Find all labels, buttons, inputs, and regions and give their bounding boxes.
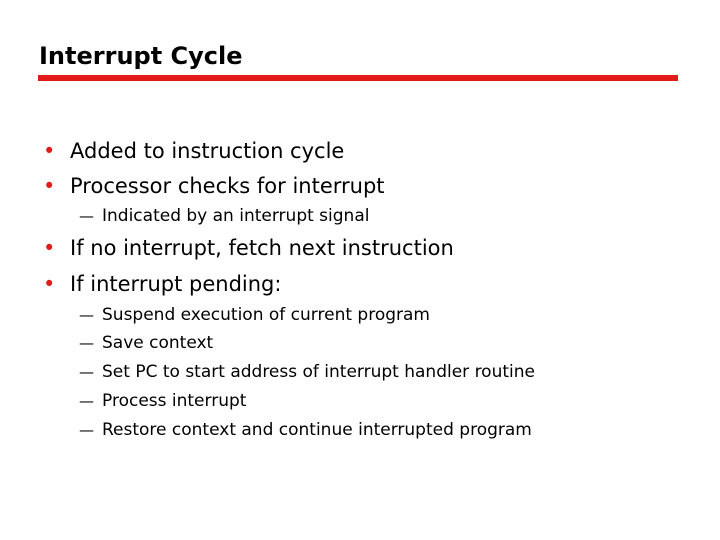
bullet-dot-icon: • bbox=[43, 139, 56, 163]
bullet-item bbox=[43, 136, 344, 166]
slide-title: Interrupt Cycle bbox=[39, 42, 243, 70]
sub-bullet-text: Restore context and continue interrupted program bbox=[102, 420, 532, 440]
dash-icon: — bbox=[79, 334, 94, 352]
bullet-item bbox=[43, 269, 281, 299]
sub-bullet-text: Process interrupt bbox=[102, 391, 247, 411]
bullet-text: If no interrupt, fetch next instruction bbox=[70, 236, 454, 260]
dash-icon: — bbox=[79, 207, 94, 225]
dash-icon: — bbox=[79, 421, 94, 439]
bullet-dot-icon: • bbox=[43, 174, 56, 198]
sub-bullet-item bbox=[79, 418, 532, 442]
sub-bullet-text: Suspend execution of current program bbox=[102, 305, 430, 325]
sub-bullet-item bbox=[79, 331, 213, 355]
sub-bullet-item bbox=[79, 389, 246, 413]
dash-icon: — bbox=[79, 306, 94, 324]
sub-bullet-item bbox=[79, 204, 369, 228]
bullet-dot-icon: • bbox=[43, 272, 56, 296]
sub-bullet-text: Save context bbox=[102, 333, 214, 353]
bullet-item bbox=[43, 171, 385, 201]
bullet-text: Processor checks for interrupt bbox=[70, 174, 385, 198]
bullet-text: If interrupt pending: bbox=[70, 272, 282, 296]
sub-bullet-item bbox=[79, 360, 535, 384]
dash-icon: — bbox=[79, 392, 94, 410]
bullet-dot-icon: • bbox=[43, 236, 56, 260]
dash-icon: — bbox=[79, 363, 94, 381]
sub-bullet-text: Indicated by an interrupt signal bbox=[102, 206, 370, 226]
sub-bullet-text: Set PC to start address of interrupt handler routine bbox=[102, 362, 535, 382]
bullet-text: Added to instruction cycle bbox=[70, 139, 345, 163]
title-underline bbox=[38, 75, 678, 81]
bullet-item bbox=[43, 233, 454, 263]
sub-bullet-item bbox=[79, 303, 430, 327]
